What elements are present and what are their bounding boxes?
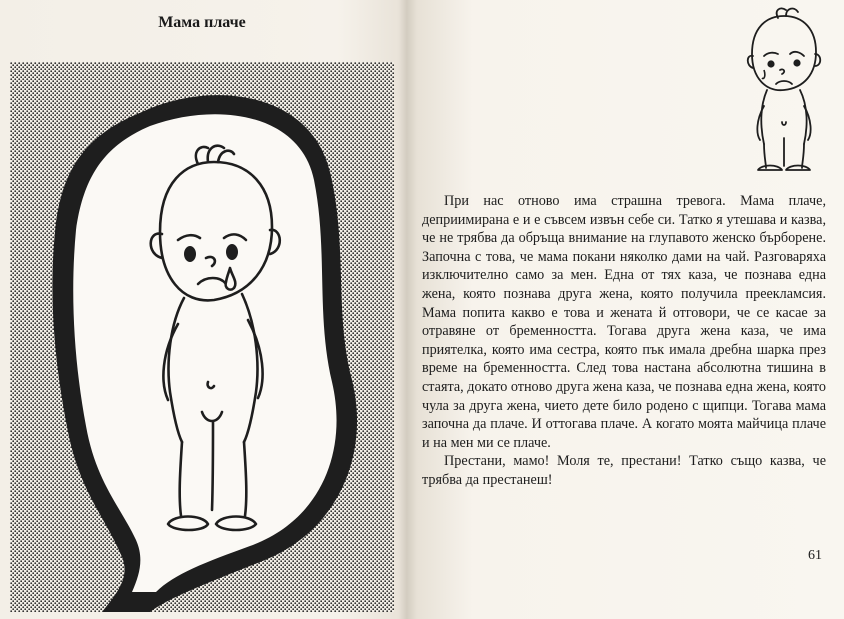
crying-baby-icon (742, 6, 824, 178)
body-text (422, 192, 826, 490)
left-page (0, 0, 404, 619)
page-number: 61 (808, 548, 822, 563)
chapter-title: Мама плаче (158, 14, 246, 31)
paragraph: Престани, мамо! Моля те, престани! Татко също казва, че трябва да престанеш! (422, 453, 826, 488)
right-page (406, 0, 844, 619)
paragraph: При нас отново има страшна тревога. Мама плаче, деприимирана е и е съвсем извън себе си. Татко я утешава и казва, че не трябва да обръща внимание на глупавото женско бърборене. Започна с това, че мама покани няколко дами на чай. Разговаряха изключително само за мен. Една от тях каза, че познава една жена, която познава друга жена, която получила преекламсия. Мама попита какво е това и жената й отговори, че се касае за отравяне от бременността. Тогава друга жена каза, че има приятелка, която има сестра, която пък имала дребна шарка през време на бременността. След това настана абсолютна тишина в стаята, докато отново друга жена каза, че познава една жена, която чула за друга жена, чието дете било родено с щипци. Тогава мама започна да плаче. И оттогава плаче. А когато моята майчица плаче и на мен ми се плаче. (422, 193, 826, 451)
crying-baby-in-womb-illustration (10, 62, 394, 612)
